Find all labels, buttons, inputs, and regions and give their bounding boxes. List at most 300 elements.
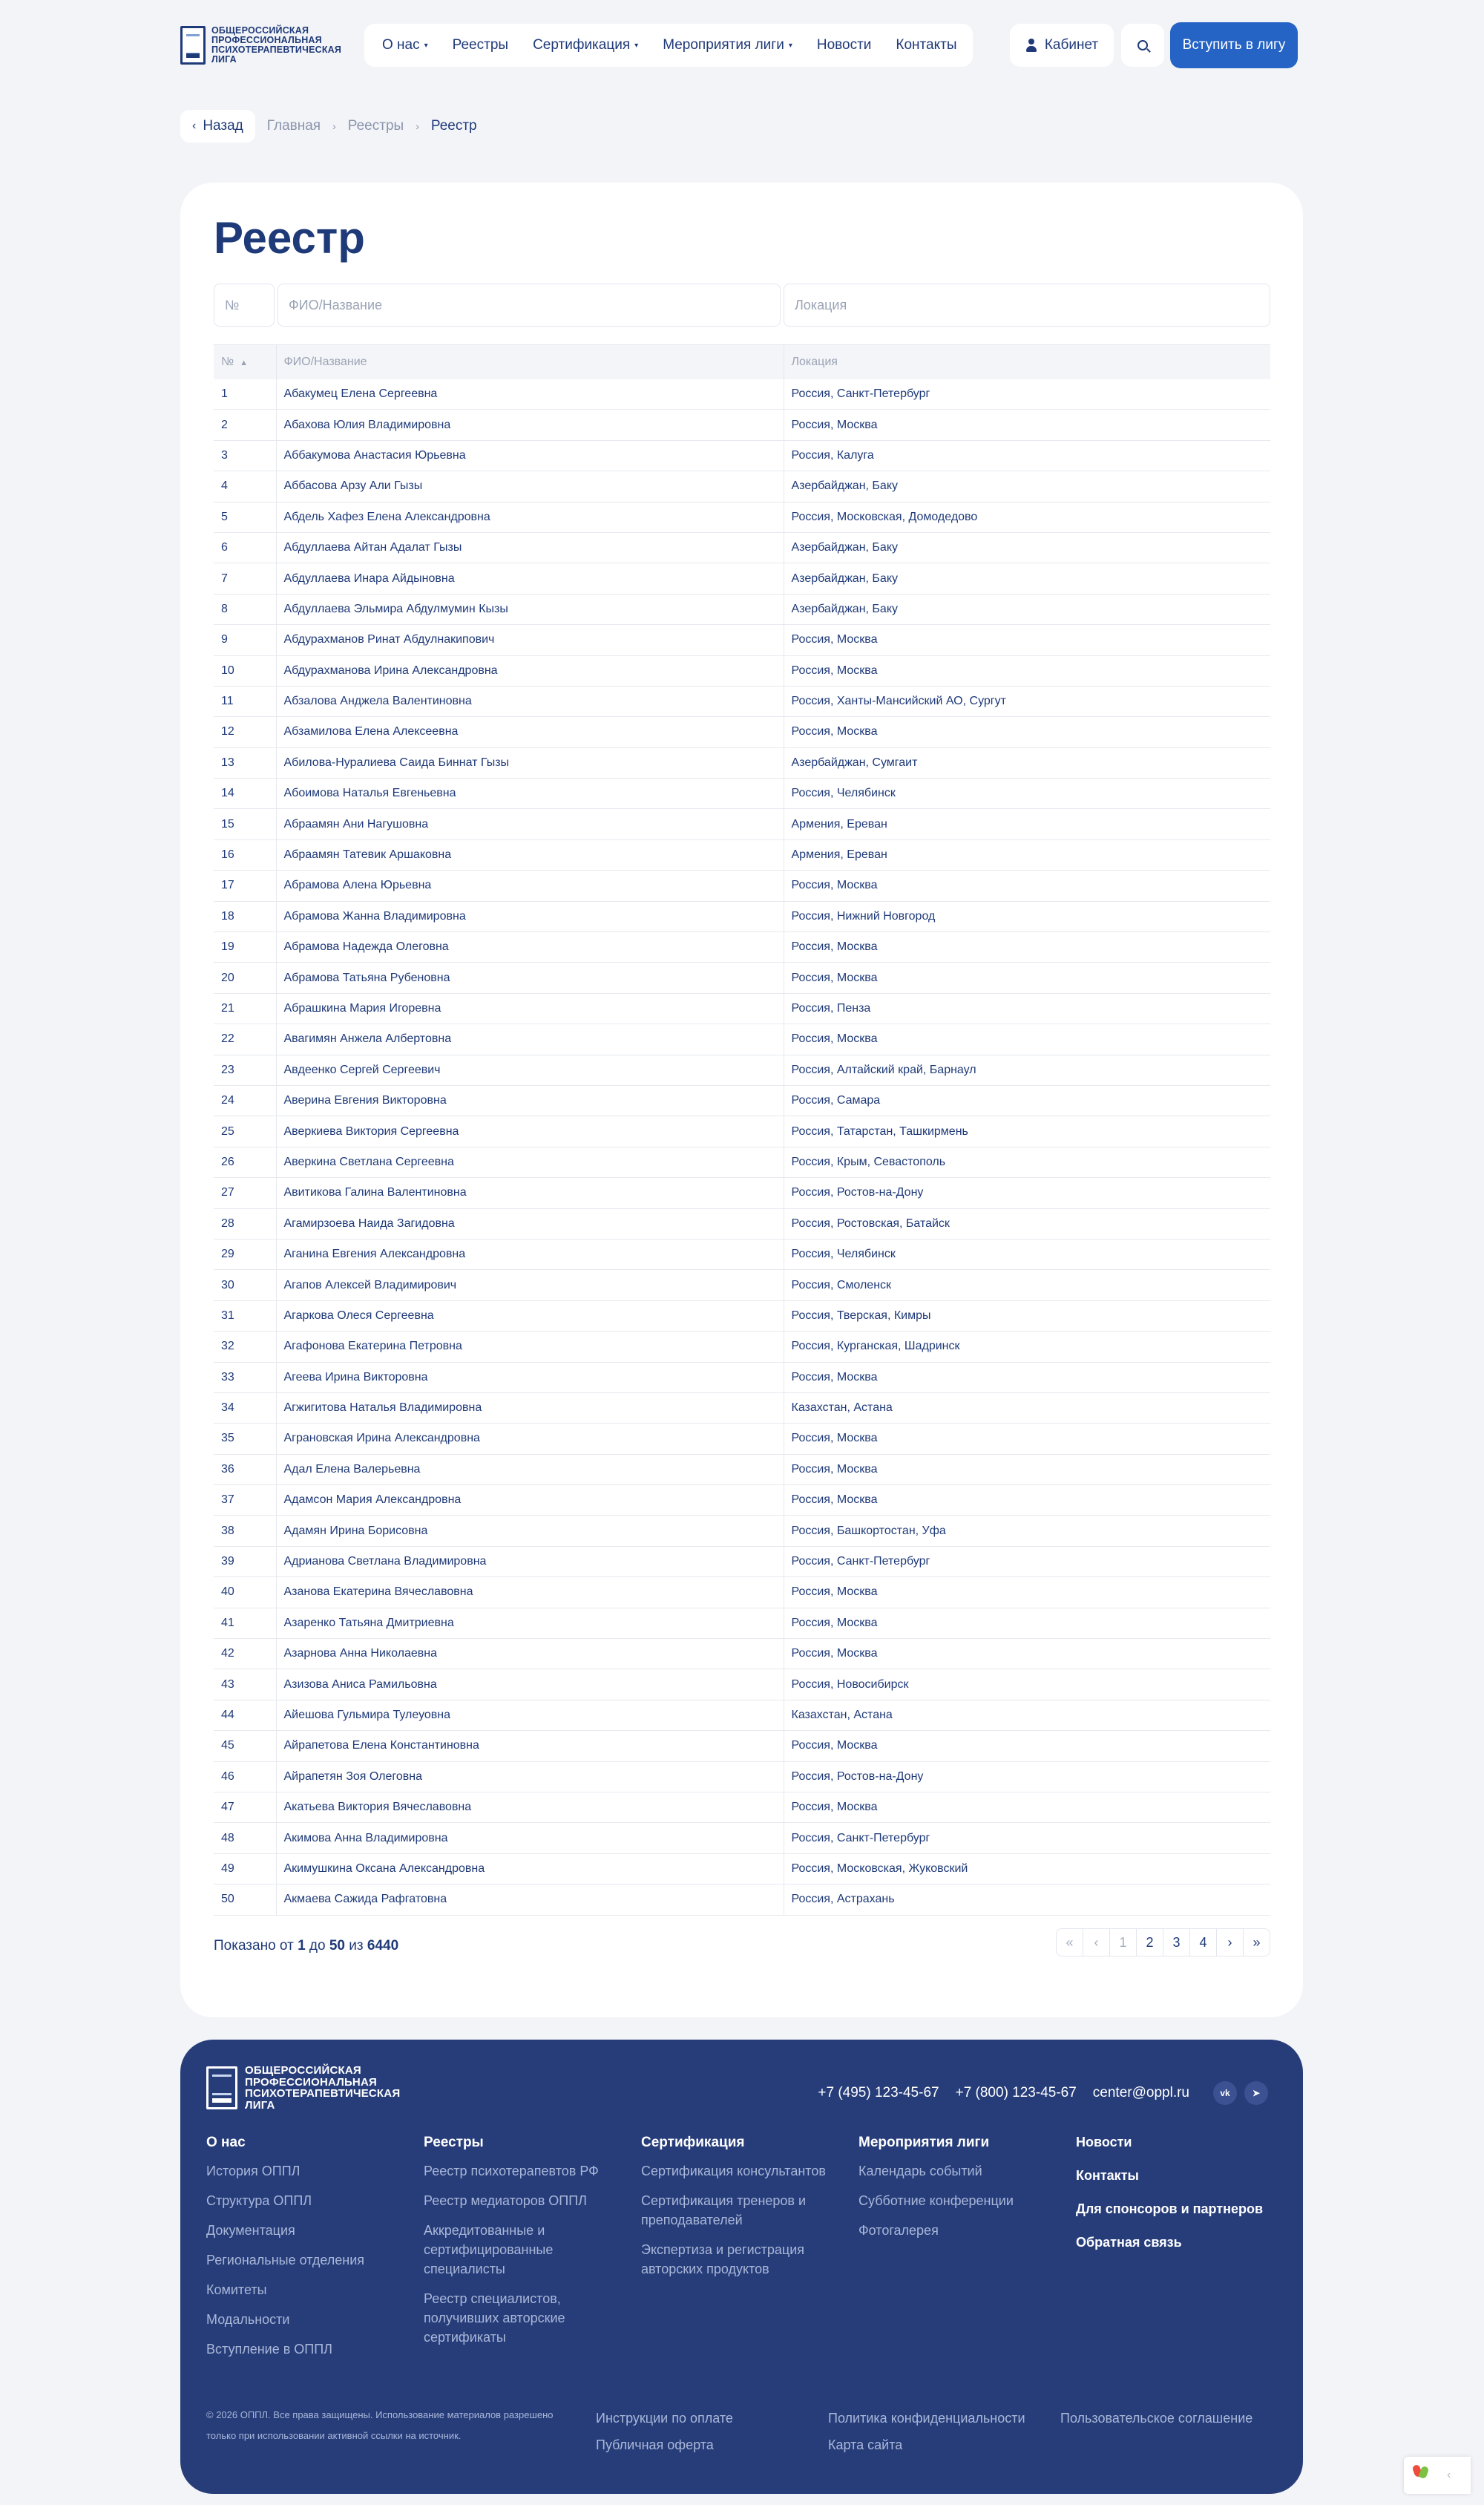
footer-link[interactable]: Реестр медиаторов ОППЛ	[424, 2193, 587, 2208]
footer-link[interactable]: Региональные отделения	[206, 2253, 365, 2267]
row-location: Армения, Ереван	[784, 809, 1270, 839]
row-location: Россия, Москва	[784, 932, 1270, 963]
table-row[interactable]	[214, 871, 1270, 901]
row-location: Россия, Москва	[784, 625, 1270, 655]
row-number: 22	[214, 1024, 276, 1055]
table-row[interactable]	[214, 839, 1270, 870]
row-name: Агапов Алексей Владимирович	[276, 1270, 784, 1300]
chevron-down-icon: ▾	[788, 41, 792, 50]
row-location: Россия, Москва	[784, 1577, 1270, 1608]
row-number: 50	[214, 1885, 276, 1915]
row-name: Абраамян Татевик Аршаковна	[276, 839, 784, 870]
pagination-info: Показано от 1 до 50 из 6440	[214, 1938, 399, 1954]
nav-item-4[interactable]	[817, 37, 872, 53]
row-location: Россия, Москва	[784, 1608, 1270, 1638]
row-name: Аганина Евгения Александровна	[276, 1239, 784, 1269]
table-row[interactable]	[214, 1577, 1270, 1608]
row-location: Азербайджан, Сумгаит	[784, 747, 1270, 778]
table-row[interactable]	[214, 1761, 1270, 1792]
row-location: Россия, Крым, Севастополь	[784, 1147, 1270, 1177]
table-row[interactable]	[214, 440, 1270, 471]
footer-column-title[interactable]: Сертификация	[641, 2135, 745, 2150]
footer-column	[206, 2135, 424, 2369]
row-location: Россия, Астрахань	[784, 1885, 1270, 1915]
table-row[interactable]	[214, 1392, 1270, 1423]
table-row[interactable]	[214, 1055, 1270, 1085]
row-number: 41	[214, 1608, 276, 1638]
chevron-down-icon: ▾	[634, 41, 639, 50]
table-row[interactable]	[214, 379, 1270, 410]
row-number: 42	[214, 1639, 276, 1669]
filter-bar	[214, 284, 1270, 327]
row-location: Азербайджан, Баку	[784, 532, 1270, 563]
telegram-icon[interactable]: ➤	[1244, 2081, 1268, 2105]
row-name: Абдуллаева Эльмира Абдулмумин Кызы	[276, 594, 784, 624]
footer-link[interactable]: Сертификация консультантов	[641, 2164, 826, 2178]
sort-up-icon: ▲	[240, 358, 249, 367]
row-name: Абрамова Алена Юрьевна	[276, 871, 784, 901]
row-location: Россия, Башкортостан, Уфа	[784, 1516, 1270, 1546]
row-name: Абзамилова Елена Алексеевна	[276, 717, 784, 747]
table-row[interactable]	[214, 1424, 1270, 1454]
row-location: Россия, Ростовская, Батайск	[784, 1208, 1270, 1239]
page-button-4[interactable]: 4	[1189, 1928, 1217, 1956]
row-location: Азербайджан, Баку	[784, 563, 1270, 594]
table-row[interactable]	[214, 1823, 1270, 1853]
row-location: Россия, Санкт-Петербург	[784, 1823, 1270, 1853]
row-number: 44	[214, 1700, 276, 1730]
nav-item-3[interactable]	[663, 37, 792, 53]
table-row[interactable]	[214, 1454, 1270, 1484]
logo-emblem-icon	[180, 26, 206, 65]
row-number: 46	[214, 1761, 276, 1792]
row-location: Россия, Татарстан, Ташкирмень	[784, 1116, 1270, 1147]
table-row[interactable]	[214, 1639, 1270, 1669]
table-row[interactable]	[214, 1300, 1270, 1331]
main-nav	[364, 24, 973, 67]
copyright-text: © 2026 ОППЛ. Все права защищены. Использование материалов разрешено только при использовании активной ссылки на источник.	[206, 2409, 554, 2441]
leaf-logo-icon	[1411, 2465, 1431, 2486]
row-location: Россия, Москва	[784, 963, 1270, 993]
breadcrumb-current: Реестр	[430, 118, 477, 134]
row-name: Абрамова Татьяна Рубеновна	[276, 963, 784, 993]
registry-card	[180, 183, 1303, 2017]
table-row[interactable]	[214, 1208, 1270, 1239]
cabinet-button[interactable]	[1010, 24, 1114, 67]
footer-contacts	[818, 2081, 1268, 2105]
table-row[interactable]	[214, 1178, 1270, 1208]
nav-item-1[interactable]	[453, 37, 508, 53]
row-name: Абраамян Ани Нагушовна	[276, 809, 784, 839]
row-name: Абдуллаева Айтан Адалат Гызы	[276, 532, 784, 563]
row-number: 28	[214, 1208, 276, 1239]
row-number: 29	[214, 1239, 276, 1269]
table-row[interactable]	[214, 1024, 1270, 1055]
email-link[interactable]: center@oppl.ru	[1092, 2085, 1189, 2100]
row-number: 10	[214, 655, 276, 686]
row-name: Абрамова Жанна Владимировна	[276, 901, 784, 931]
row-number: 19	[214, 932, 276, 963]
footer-link[interactable]: Комитеты	[206, 2282, 267, 2297]
chevron-right-icon: ›	[416, 120, 419, 132]
back-button[interactable]	[180, 110, 255, 143]
row-name: Аграновская Ирина Александровна	[276, 1424, 784, 1454]
back-label: Назад	[203, 118, 243, 134]
footer-column	[858, 2135, 1076, 2369]
row-location: Россия, Москва	[784, 1424, 1270, 1454]
row-location: Азербайджан, Баку	[784, 471, 1270, 502]
breadcrumb-registries[interactable]: Реестры	[347, 118, 404, 134]
row-number: 17	[214, 871, 276, 901]
row-number: 23	[214, 1055, 276, 1085]
logo-text: ОБЩЕРОССИЙСКАЯ ПРОФЕССИОНАЛЬНАЯ ПСИХОТЕРАПЕВТИЧЕСКАЯ ЛИГА	[211, 25, 342, 65]
row-number: 16	[214, 839, 276, 870]
row-name: Аверкиева Виктория Сергеевна	[276, 1116, 784, 1147]
feedback-widget[interactable]	[1404, 2457, 1471, 2494]
row-location: Россия, Москва	[784, 1454, 1270, 1484]
row-location: Россия, Московская, Домодедово	[784, 502, 1270, 532]
footer-logo-text: ОБЩЕРОССИЙСКАЯ ПРОФЕССИОНАЛЬНАЯ ПСИХОТЕРАПЕВТИЧЕСКАЯ ЛИГА	[245, 2064, 401, 2112]
row-number: 20	[214, 963, 276, 993]
row-location: Россия, Пенза	[784, 993, 1270, 1024]
row-name: Адал Елена Валерьевна	[276, 1454, 784, 1484]
row-name: Адамян Ирина Борисовна	[276, 1516, 784, 1546]
footer-column-title[interactable]: Реестры	[424, 2135, 484, 2150]
legal-link[interactable]: Карта сайта	[828, 2437, 903, 2452]
row-number: 21	[214, 993, 276, 1024]
row-number: 27	[214, 1178, 276, 1208]
search-icon	[1137, 40, 1148, 50]
row-name: Акимова Анна Владимировна	[276, 1823, 784, 1853]
row-number: 33	[214, 1362, 276, 1392]
footer-link[interactable]: Документация	[206, 2223, 295, 2238]
table-row[interactable]	[214, 471, 1270, 502]
chevron-right-icon: ›	[332, 120, 336, 132]
row-number: 36	[214, 1454, 276, 1484]
number-filter-input[interactable]	[214, 284, 275, 327]
vk-icon[interactable]: vk	[1213, 2081, 1237, 2105]
logo-emblem-icon	[206, 2066, 237, 2109]
table-row[interactable]	[214, 686, 1270, 716]
table-row[interactable]	[214, 1608, 1270, 1638]
table-row[interactable]	[214, 779, 1270, 809]
table-row[interactable]	[214, 502, 1270, 532]
row-name: Абдель Хафез Елена Александровна	[276, 502, 784, 532]
table-row[interactable]	[214, 1147, 1270, 1177]
footer-link[interactable]: Вступление в ОППЛ	[206, 2342, 332, 2357]
row-number: 14	[214, 779, 276, 809]
legal-links-3	[1060, 2405, 1252, 2432]
table-row[interactable]	[214, 625, 1270, 655]
row-name: Абзалова Анджела Валентиновна	[276, 686, 784, 716]
row-location: Россия, Новосибирск	[784, 1669, 1270, 1700]
legal-link[interactable]: Политика конфиденциальности	[828, 2411, 1025, 2426]
row-name: Адрианова Светлана Владимировна	[276, 1546, 784, 1576]
row-name: Абрамова Надежда Олеговна	[276, 932, 784, 963]
row-number: 34	[214, 1392, 276, 1423]
table-row[interactable]	[214, 1885, 1270, 1915]
site-header	[180, 22, 1297, 68]
page-button-1[interactable]: 1	[1109, 1928, 1137, 1956]
row-name: Акимушкина Оксана Александровна	[276, 1853, 784, 1884]
row-location: Казахстан, Астана	[784, 1700, 1270, 1730]
column-header-name[interactable]: ФИО/Название	[276, 345, 784, 379]
row-number: 38	[214, 1516, 276, 1546]
row-name: Абахова Юлия Владимировна	[276, 410, 784, 440]
table-row[interactable]	[214, 563, 1270, 594]
table-row[interactable]	[214, 932, 1270, 963]
row-location: Россия, Москва	[784, 655, 1270, 686]
page-button-3[interactable]: 3	[1163, 1928, 1190, 1956]
row-name: Агеева Ирина Викторовна	[276, 1362, 784, 1392]
chevron-left-icon: ‹	[192, 119, 197, 132]
nav-item-2[interactable]	[533, 37, 638, 53]
row-name: Азарнова Анна Николаевна	[276, 1639, 784, 1669]
table-row[interactable]	[214, 1270, 1270, 1300]
row-name: Адамсон Мария Александровна	[276, 1485, 784, 1516]
row-name: Авитикова Галина Валентиновна	[276, 1178, 784, 1208]
column-header-location[interactable]: Локация	[784, 345, 1270, 379]
row-name: Азаренко Татьяна Дмитриевна	[276, 1608, 784, 1638]
table-row[interactable]	[214, 532, 1270, 563]
footer-link[interactable]: Структура ОППЛ	[206, 2193, 312, 2208]
footer-bold-link[interactable]: Обратная связь	[1076, 2235, 1182, 2250]
search-button[interactable]	[1121, 24, 1164, 67]
row-name: Айрапетян Зоя Олеговна	[276, 1761, 784, 1792]
table-row[interactable]	[214, 1085, 1270, 1116]
row-location: Россия, Ростов-на-Дону	[784, 1178, 1270, 1208]
table-row[interactable]	[214, 1362, 1270, 1392]
column-header-number[interactable]: № ▲	[214, 345, 276, 379]
footer-column-title[interactable]: Мероприятия лиги	[858, 2135, 990, 2150]
breadcrumb	[180, 110, 477, 143]
row-location: Россия, Москва	[784, 1362, 1270, 1392]
footer-link[interactable]: Экспертиза и регистрация авторских продуктов	[641, 2242, 805, 2276]
footer-bold-link[interactable]: Для спонсоров и партнеров	[1076, 2201, 1264, 2216]
row-number: 47	[214, 1792, 276, 1822]
table-row[interactable]	[214, 717, 1270, 747]
row-name: Абилова-Нуралиева Саида Биннат Гызы	[276, 747, 784, 778]
site-logo[interactable]	[180, 22, 342, 68]
chevron-left-icon: ‹	[1447, 2469, 1451, 2481]
row-number: 11	[214, 686, 276, 716]
table-header-row	[214, 345, 1270, 379]
table-row[interactable]	[214, 1546, 1270, 1576]
row-number: 24	[214, 1085, 276, 1116]
chevron-down-icon: ▾	[424, 41, 428, 50]
location-filter-input[interactable]	[784, 284, 1270, 327]
row-location: Россия, Тверская, Кимры	[784, 1300, 1270, 1331]
row-number: 13	[214, 747, 276, 778]
row-number: 7	[214, 563, 276, 594]
table-row[interactable]	[214, 1792, 1270, 1822]
footer-link[interactable]: Реестр психотерапевтов РФ	[424, 2164, 599, 2178]
table-row[interactable]	[214, 1853, 1270, 1884]
row-number: 25	[214, 1116, 276, 1147]
registry-table	[214, 344, 1270, 1916]
row-name: Агафонова Екатерина Петровна	[276, 1332, 784, 1362]
row-location: Россия, Москва	[784, 1731, 1270, 1761]
row-name: Абдуллаева Инара Айдыновна	[276, 563, 784, 594]
row-number: 37	[214, 1485, 276, 1516]
table-row[interactable]	[214, 1669, 1270, 1700]
footer-link[interactable]: Сертификация тренеров и преподавателей	[641, 2193, 807, 2227]
row-number: 49	[214, 1853, 276, 1884]
phone-link-2[interactable]: +7 (800) 123-45-67	[955, 2085, 1077, 2100]
row-location: Россия, Смоленск	[784, 1270, 1270, 1300]
footer-column	[1076, 2135, 1293, 2369]
nav-item-label: Сертификация	[533, 37, 631, 53]
table-row[interactable]	[214, 1239, 1270, 1269]
legal-links-2	[828, 2405, 1025, 2458]
row-location: Россия, Санкт-Петербург	[784, 1546, 1270, 1576]
row-number: 32	[214, 1332, 276, 1362]
row-number: 12	[214, 717, 276, 747]
row-name: Абрашкина Мария Игоревна	[276, 993, 784, 1024]
prev-page-icon[interactable]: ‹	[1083, 1928, 1110, 1956]
row-location: Азербайджан, Баку	[784, 594, 1270, 624]
row-number: 15	[214, 809, 276, 839]
row-name: Абакумец Елена Сергеевна	[276, 379, 784, 410]
legal-link[interactable]: Пользовательское соглашение	[1060, 2411, 1253, 2426]
nav-item-label: Реестры	[452, 37, 509, 53]
table-row[interactable]	[214, 1332, 1270, 1362]
join-league-button[interactable]: Вступить в лигу	[1170, 22, 1298, 68]
row-name: Аверина Евгения Викторовна	[276, 1085, 784, 1116]
row-name: Аббасова Арзу Али Гызы	[276, 471, 784, 502]
footer-logo[interactable]	[206, 2065, 423, 2111]
table-row[interactable]	[214, 963, 1270, 993]
row-location: Россия, Ростов-на-Дону	[784, 1761, 1270, 1792]
name-filter-input[interactable]	[278, 284, 781, 327]
table-row[interactable]	[214, 1485, 1270, 1516]
site-footer	[180, 2040, 1303, 2494]
next-page-icon[interactable]: ›	[1216, 1928, 1244, 1956]
row-number: 9	[214, 625, 276, 655]
footer-link[interactable]: Аккредитованные и сертифицированные специалисты	[424, 2223, 554, 2276]
row-location: Россия, Курганская, Шадринск	[784, 1332, 1270, 1362]
nav-item-label: Новости	[816, 37, 872, 53]
footer-columns	[206, 2135, 1293, 2369]
row-name: Айешова Гульмира Тулеуовна	[276, 1700, 784, 1730]
first-page-icon[interactable]: «	[1056, 1928, 1083, 1956]
row-name: Азизова Аниса Рамильовна	[276, 1669, 784, 1700]
row-name: Абдурахманов Ринат Абдулнакипович	[276, 625, 784, 655]
row-location: Армения, Ереван	[784, 839, 1270, 870]
table-row[interactable]	[214, 1116, 1270, 1147]
last-page-icon[interactable]: »	[1243, 1928, 1270, 1956]
row-number: 6	[214, 532, 276, 563]
nav-item-label: Контакты	[896, 37, 957, 53]
table-row[interactable]	[214, 1700, 1270, 1730]
table-row[interactable]	[214, 410, 1270, 440]
row-location: Россия, Самара	[784, 1085, 1270, 1116]
table-row[interactable]	[214, 655, 1270, 686]
row-number: 18	[214, 901, 276, 931]
row-location: Россия, Челябинск	[784, 1239, 1270, 1269]
phone-link-1[interactable]: +7 (495) 123-45-67	[818, 2085, 939, 2100]
row-location: Россия, Москва	[784, 1024, 1270, 1055]
row-location: Россия, Челябинск	[784, 779, 1270, 809]
row-number: 31	[214, 1300, 276, 1331]
row-location: Россия, Москва	[784, 1485, 1270, 1516]
row-location: Россия, Нижний Новгород	[784, 901, 1270, 931]
row-location: Россия, Москва	[784, 1792, 1270, 1822]
table-row[interactable]	[214, 594, 1270, 624]
nav-item-5[interactable]	[896, 37, 956, 53]
row-location: Казахстан, Астана	[784, 1392, 1270, 1423]
row-number: 1	[214, 379, 276, 410]
nav-item-0[interactable]	[382, 37, 428, 53]
row-number: 2	[214, 410, 276, 440]
legal-link[interactable]: Инструкции по оплате	[596, 2411, 733, 2426]
table-row[interactable]	[214, 1516, 1270, 1546]
nav-item-label: О нас	[382, 37, 420, 53]
row-number: 5	[214, 502, 276, 532]
footer-column	[424, 2135, 641, 2369]
row-number: 35	[214, 1424, 276, 1454]
row-number: 8	[214, 594, 276, 624]
row-name: Авагимян Анжела Албертовна	[276, 1024, 784, 1055]
row-name: Акмаева Сажида Рафгатовна	[276, 1885, 784, 1915]
page-title: Реестр	[214, 213, 365, 263]
row-number: 39	[214, 1546, 276, 1576]
table-row[interactable]	[214, 1731, 1270, 1761]
row-name: Аббакумова Анастасия Юрьевна	[276, 440, 784, 471]
row-name: Акатьева Виктория Вячеславовна	[276, 1792, 784, 1822]
table-row[interactable]	[214, 809, 1270, 839]
footer-column-title[interactable]: О нас	[206, 2135, 246, 2150]
breadcrumb-home[interactable]: Главная	[266, 118, 321, 134]
footer-column	[641, 2135, 858, 2369]
footer-link[interactable]: Реестр специалистов, получивших авторские сертификаты	[424, 2291, 565, 2345]
row-name: Айрапетова Елена Константиновна	[276, 1731, 784, 1761]
row-name: Агамирзоева Наида Загидовна	[276, 1208, 784, 1239]
row-name: Аверкина Светлана Сергеевна	[276, 1147, 784, 1177]
row-number: 26	[214, 1147, 276, 1177]
footer-link[interactable]: Субботние конференции	[858, 2193, 1014, 2208]
table-row[interactable]	[214, 747, 1270, 778]
row-name: Агжигитова Наталья Владимировна	[276, 1392, 784, 1423]
footer-link[interactable]: Календарь событий	[858, 2164, 982, 2178]
row-location: Россия, Санкт-Петербург	[784, 379, 1270, 410]
footer-bold-link[interactable]: Контакты	[1076, 2168, 1139, 2183]
page-button-2[interactable]: 2	[1136, 1928, 1163, 1956]
row-name: Абдурахманова Ирина Александровна	[276, 655, 784, 686]
row-number: 40	[214, 1577, 276, 1608]
footer-link[interactable]: Модальности	[206, 2312, 290, 2327]
row-number: 30	[214, 1270, 276, 1300]
row-name: Абоимова Наталья Евгеньевна	[276, 779, 784, 809]
row-location: Россия, Калуга	[784, 440, 1270, 471]
footer-link[interactable]: Фотогалерея	[858, 2223, 939, 2238]
table-row[interactable]	[214, 901, 1270, 931]
table-row[interactable]	[214, 993, 1270, 1024]
footer-link[interactable]: История ОППЛ	[206, 2164, 301, 2178]
footer-bold-link[interactable]: Новости	[1076, 2135, 1132, 2149]
row-location: Россия, Алтайский край, Барнаул	[784, 1055, 1270, 1085]
legal-links-1	[596, 2405, 733, 2458]
cabinet-label: Кабинет	[1044, 37, 1099, 53]
row-number: 4	[214, 471, 276, 502]
row-location: Россия, Москва	[784, 717, 1270, 747]
row-number: 48	[214, 1823, 276, 1853]
row-number: 3	[214, 440, 276, 471]
row-name: Авдеенко Сергей Сергеевич	[276, 1055, 784, 1085]
row-name: Агаркова Олеся Сергеевна	[276, 1300, 784, 1331]
row-location: Россия, Ханты-Мансийский АО, Сургут	[784, 686, 1270, 716]
legal-link[interactable]: Публичная оферта	[596, 2437, 714, 2452]
